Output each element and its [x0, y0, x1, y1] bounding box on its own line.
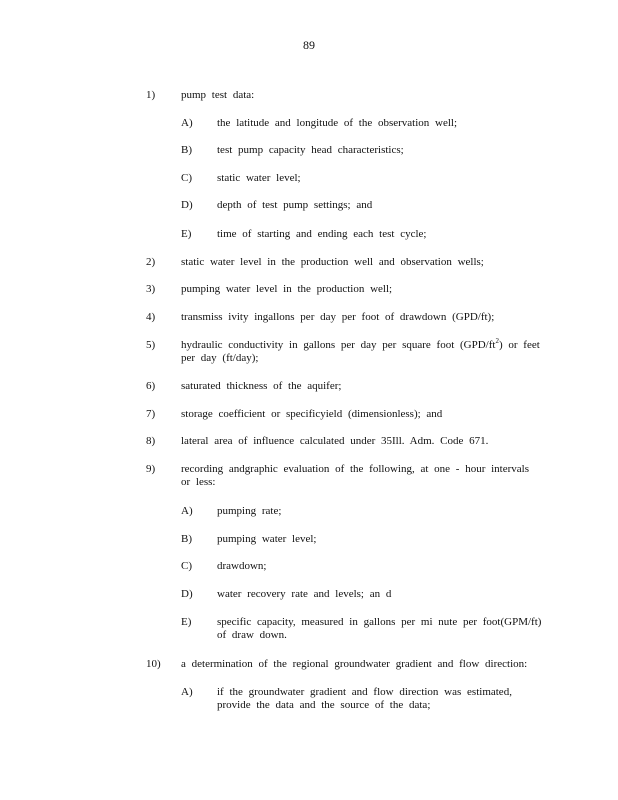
- sub-item-text: static water level;: [217, 172, 301, 184]
- sub-item-number: E): [181, 616, 192, 628]
- page-number: 89: [303, 38, 315, 52]
- item-number: 7): [146, 408, 156, 420]
- item-text: static water level in the production well and observation wells;: [181, 256, 484, 268]
- sub-item-text: pumping rate;: [217, 505, 282, 517]
- sub-item-text: drawdown;: [217, 560, 267, 572]
- sub-item-text: water recovery rate and levels; an d: [217, 588, 392, 600]
- sub-item-number: D): [181, 199, 193, 211]
- sub-item-number: E): [181, 228, 192, 240]
- sub-item-text: if the groundwater gradient and flow direction was estimated, provide the data and the source of the data;: [217, 686, 512, 711]
- item-number: 6): [146, 380, 156, 392]
- sub-item-text: the latitude and longitude of the observation well;: [217, 117, 458, 129]
- item-number: 4): [146, 311, 156, 323]
- sub-item-number: A): [181, 686, 193, 698]
- sub-item-number: D): [181, 588, 193, 600]
- item-text: storage coefficient or specificyield (dimensionless); and: [181, 408, 443, 420]
- item-number: 8): [146, 435, 156, 447]
- sub-item-text: time of starting and ending each test cycle;: [217, 228, 427, 240]
- superscript: 2: [495, 337, 499, 345]
- item-number: 9): [146, 463, 156, 475]
- item-number: 5): [146, 339, 156, 351]
- item-text-part: hydraulic conductivity in gallons per day per square foot (GPD/ft: [181, 339, 496, 351]
- sub-item-number: B): [181, 533, 192, 545]
- item-text: a determination of the regional groundwater gradient and flow direction:: [181, 658, 528, 670]
- item-number: 1): [146, 89, 156, 101]
- item-number: 10): [146, 658, 161, 670]
- sub-item-number: C): [181, 172, 192, 184]
- item-number: 2): [146, 256, 156, 268]
- item-text: lateral area of influence calculated under 35Ill. Adm. Code 671.: [181, 435, 489, 447]
- sub-item-number: B): [181, 144, 192, 156]
- item-text-part: ) or feet per day (ft/day);: [181, 339, 540, 364]
- sub-item-text: specific capacity, measured in gallons per mi nute per foot(GPM/ft) of draw down.: [217, 616, 542, 641]
- sub-item-text: pumping water level;: [217, 533, 317, 545]
- item-number: 3): [146, 283, 156, 295]
- sub-item-text: test pump capacity head characteristics;: [217, 144, 404, 156]
- item-text: saturated thickness of the aquifer;: [181, 380, 342, 392]
- item-text: recording andgraphic evaluation of the following, at one - hour intervals or less:: [181, 463, 529, 488]
- item-text: pumping water level in the production well;: [181, 283, 393, 295]
- item-text: [181, 339, 541, 365]
- sub-item-text: depth of test pump settings; and: [217, 199, 373, 211]
- sub-item-number: A): [181, 117, 193, 129]
- item-text: pump test data:: [181, 89, 255, 101]
- sub-item-number: C): [181, 560, 192, 572]
- item-text: transmiss ivity ingallons per day per foot of drawdown (GPD/ft);: [181, 311, 495, 323]
- sub-item-number: A): [181, 505, 193, 517]
